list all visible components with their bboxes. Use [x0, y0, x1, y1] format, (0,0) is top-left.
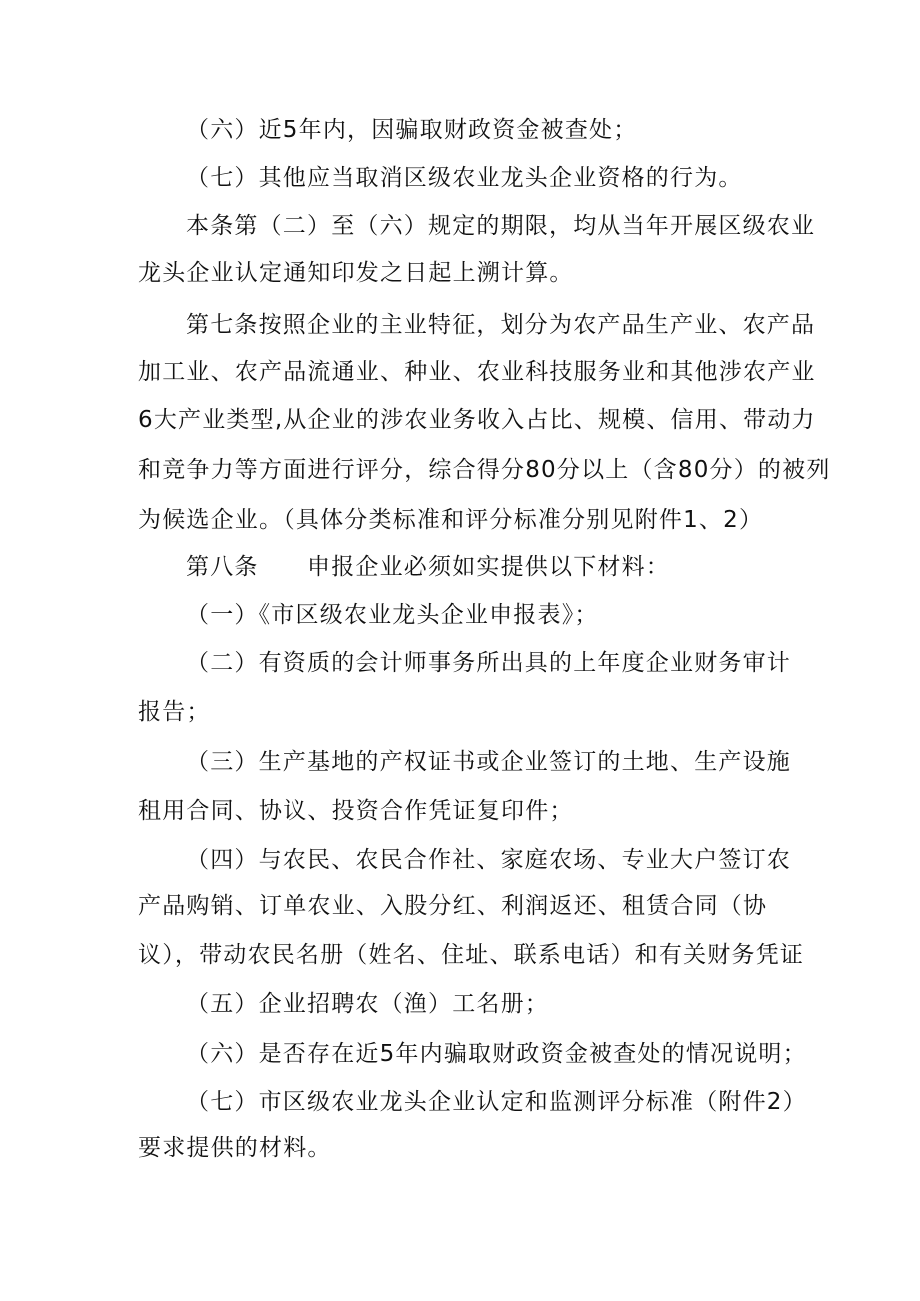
paragraph-period-line-2: 龙头企业认定通知印发之日起上溯计算。 — [138, 260, 574, 286]
material-4-line-2: 产品购销、订单农业、入股分红、利润返还、租赁合同（协 — [138, 893, 768, 919]
material-3-line-1: （三）生产基地的产权证书或企业签订的土地、生产设施 — [186, 749, 791, 775]
material-2-line-2: 报告； — [138, 699, 211, 725]
material-1-text: （一）《市区级农业龙头企业申报表》； — [186, 602, 599, 628]
material-7-line-2: 要求提供的材料。 — [138, 1135, 332, 1161]
material-6-text: （六）是否存在近5年内骗取财政资金被查处的情况说明； — [186, 1041, 807, 1067]
material-4-line-1: （四）与农民、农民合作社、家庭农场、专业大户签订农 — [186, 847, 791, 873]
material-4-line-3: 议），带动农民名册（姓名、住址、联系电话）和有关财务凭证 — [138, 942, 805, 968]
article-7-line-3: 6大产业类型,从企业的涉农业务收入占比、规模、信用、带动力 — [138, 407, 816, 433]
clause-6-text: （六）近5年内，因骗取财政资金被查处； — [186, 117, 638, 143]
paragraph-period-line-1: 本条第（二）至（六）规定的期限，均从当年开展区级农业 — [186, 213, 816, 239]
material-5-text: （五）企业招聘农（渔）工名册； — [186, 991, 549, 1017]
clause-7-text: （七）其他应当取消区级农业龙头企业资格的行为。 — [186, 165, 743, 191]
material-3-line-2: 租用合同、协议、投资合作凭证复印件； — [138, 798, 574, 824]
material-2-line-1: （二）有资质的会计师事务所出具的上年度企业财务审计 — [186, 650, 791, 676]
article-7-line-2: 加工业、农产品流通业、种业、农业科技服务业和其他涉农产业 — [138, 359, 816, 385]
article-7-line-4: 和竞争力等方面进行评分，综合得分80分以上（含80分）的被列 — [138, 457, 831, 483]
article-7-line-1: 第七条按照企业的主业特征，划分为农产品生产业、农产品 — [186, 312, 816, 338]
article-7-line-5: 为候选企业。（具体分类标准和评分标准分别见附件1、2） — [138, 507, 764, 533]
material-7-line-1: （七）市区级农业龙头企业认定和监测评分标准（附件2） — [186, 1089, 807, 1115]
article-8-heading: 第八条 申报企业必须如实提供以下材料： — [186, 554, 670, 580]
